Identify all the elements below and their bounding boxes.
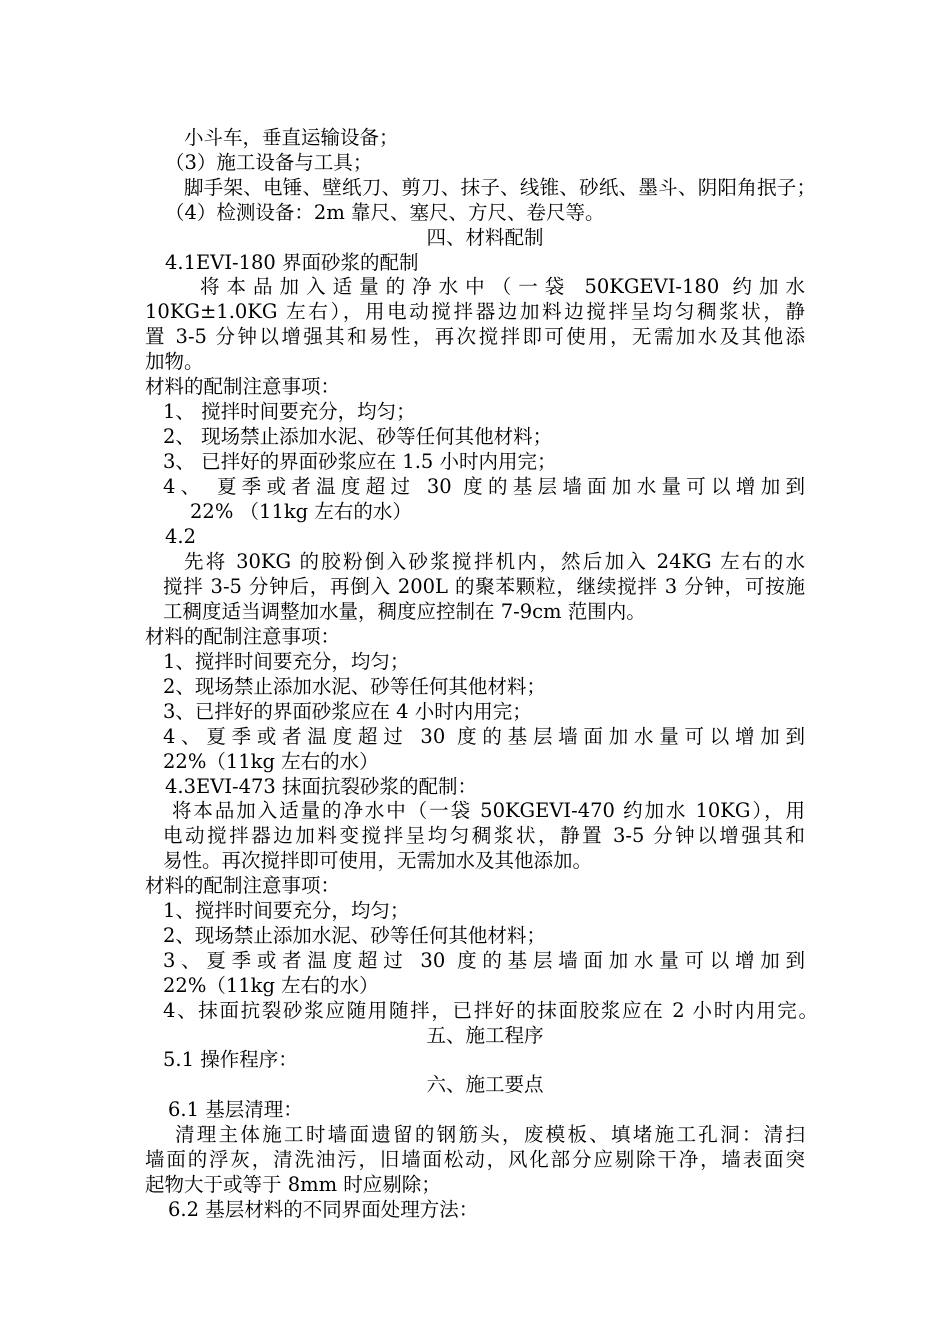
text-line: 22%（11kg 左右的水） xyxy=(163,750,379,773)
text-line: 材料的配制注意事项： xyxy=(145,625,341,648)
subsection-heading: 6.2 基层材料的不同界面处理方法： xyxy=(168,1198,479,1221)
subsection-heading: 4.2 xyxy=(165,525,197,548)
text-line: 清理主体施工时墙面遗留的钢筋头，废模板、填堵施工孔洞：清扫 xyxy=(175,1123,805,1146)
list-item: 4、夏季或者温度超过 30 度的基层墙面加水量可以增加到 xyxy=(163,725,805,748)
list-item: 3、 已拌好的界面砂浆应在 1.5 小时内用完； xyxy=(163,450,557,473)
section-heading: 四、材料配制 xyxy=(426,226,544,249)
text-line: 加物。 xyxy=(145,350,204,373)
subsection-heading: 4.1EVI-180 界面砂浆的配制 xyxy=(165,251,419,274)
text-line: （3）施工设备与工具； xyxy=(165,151,373,174)
text-line: （4）检测设备：2m 靠尺、塞尺、方尺、卷尺等。 xyxy=(165,201,605,224)
list-item: 1、搅拌时间要充分，均匀； xyxy=(163,899,410,922)
text-line: 将本品加入适量的净水中（一袋 50KGEVI-470 约加水 10KG），用 xyxy=(172,799,805,822)
list-item: 1、 搅拌时间要充分，均匀； xyxy=(163,400,416,423)
text-line: 22% （11kg 左右的水） xyxy=(190,500,412,523)
text-line: 22%（11kg 左右的水） xyxy=(163,974,379,997)
text-line: 先将 30KG 的胶粉倒入砂浆搅拌机内，然后加入 24KG 左右的水 xyxy=(184,550,805,573)
text-line: 小斗车，垂直运输设备； xyxy=(184,126,399,149)
list-item: 4、 夏季或者温度超过 30 度的基层墙面加水量可以增加到 xyxy=(163,475,805,498)
text-line: 搅拌 3-5 分钟后，再倒入 200L 的聚苯颗粒，继续搅拌 3 分钟，可按施 xyxy=(163,575,805,598)
list-item: 2、 现场禁止添加水泥、砂等任何其他材料； xyxy=(163,425,553,448)
text-line: 材料的配制注意事项： xyxy=(145,375,341,398)
section-heading: 五、施工程序 xyxy=(426,1024,544,1047)
list-item: 2、现场禁止添加水泥、砂等任何其他材料； xyxy=(163,675,546,698)
list-item: 4、抹面抗裂砂浆应随用随拌，已拌好的抹面胶浆应在 2 小时内用完。 xyxy=(163,999,818,1022)
text-line: 墙面的浮灰，清洗油污，旧墙面松动，风化部分应剔除干净，墙表面突 xyxy=(145,1148,805,1171)
text-line: 脚手架、电锤、壁纸刀、剪刀、抹子、线锥、砂纸、墨斗、阴阳角抿子； xyxy=(184,176,816,199)
text-line: 电动搅拌器边加料变搅拌呈均匀稠浆状，静置 3-5 分钟以增强其和 xyxy=(163,824,805,847)
text-line: 工稠度适当调整加水量，稠度应控制在 7-9cm 范围内。 xyxy=(163,600,646,623)
text-line: 将本品加入适量的净水中（一袋 50KGEVI-180 约加水 xyxy=(200,275,805,298)
list-item: 1、搅拌时间要充分，均匀； xyxy=(163,650,410,673)
list-item: 2、现场禁止添加水泥、砂等任何其他材料； xyxy=(163,924,546,947)
text-line: 起物大于或等于 8mm 时应剔除； xyxy=(145,1173,441,1196)
list-item: 3、夏季或者温度超过 30 度的基层墙面加水量可以增加到 xyxy=(163,949,805,972)
text-line: 材料的配制注意事项： xyxy=(145,874,341,897)
text-line: 易性。再次搅拌即可使用，无需加水及其他添加。 xyxy=(163,849,593,872)
list-item: 3、已拌好的界面砂浆应在 4 小时内用完； xyxy=(163,700,532,723)
section-heading: 六、施工要点 xyxy=(426,1073,544,1096)
text-line: 10KG±1.0KG 左右），用电动搅拌器边加料边搅拌呈均匀稠浆状，静 xyxy=(145,300,805,323)
subsection-heading: 6.1 基层清理： xyxy=(168,1098,303,1121)
subsection-heading: 5.1 操作程序： xyxy=(163,1048,298,1071)
subsection-heading: 4.3EVI-473 抹面抗裂砂浆的配制： xyxy=(165,775,478,798)
text-line: 置 3-5 分钟以增强其和易性，再次搅拌即可使用，无需加水及其他添 xyxy=(145,325,805,348)
